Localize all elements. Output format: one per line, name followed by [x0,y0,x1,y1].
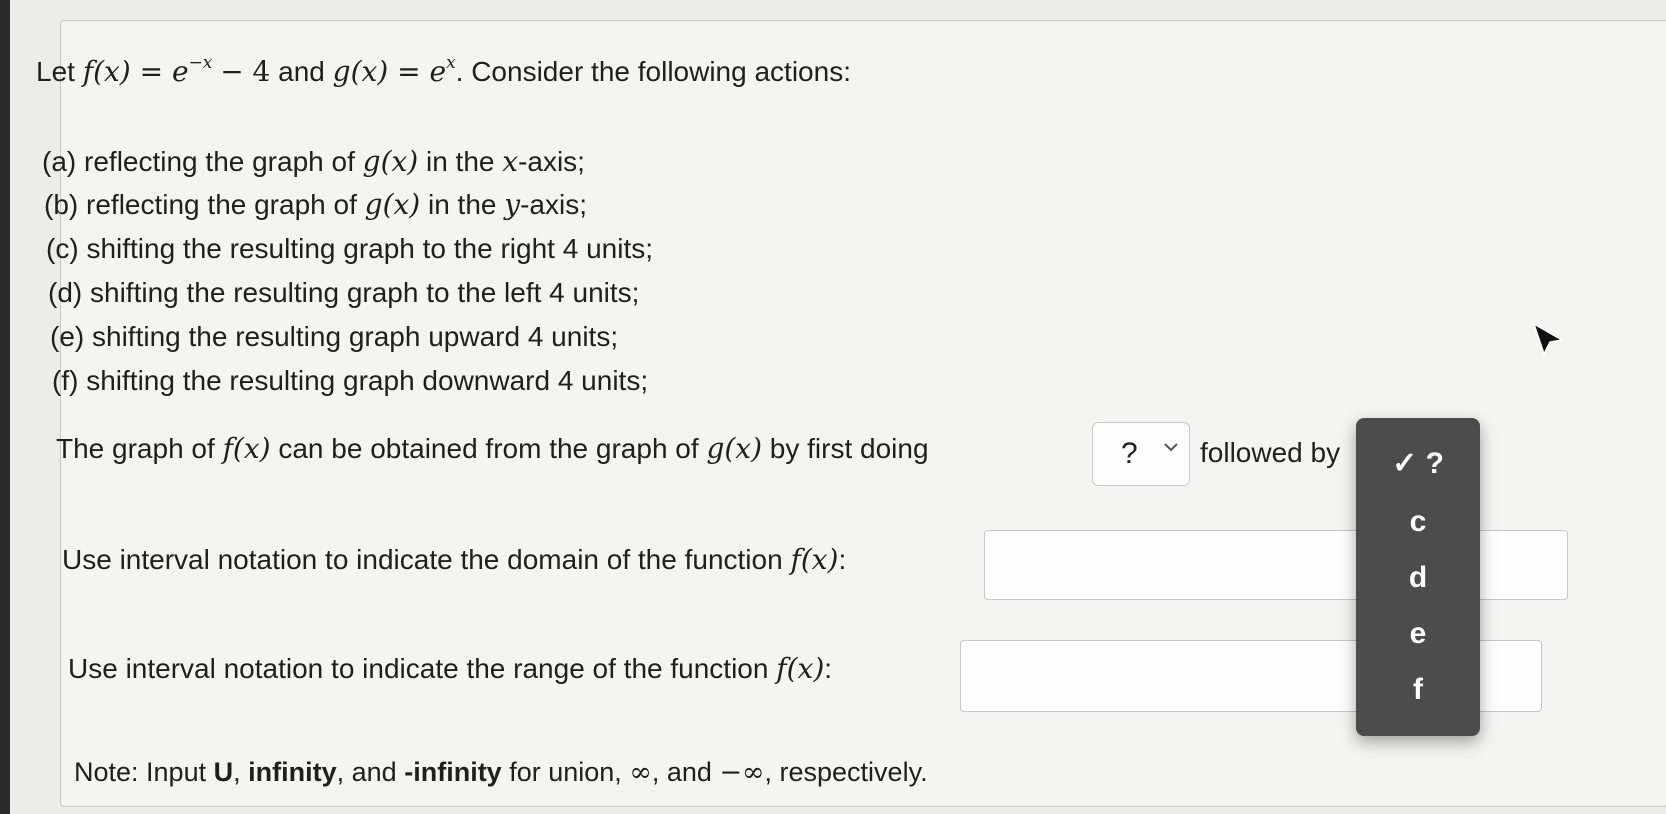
domain-prompt [62,543,846,577]
action-label: (f) [52,365,79,396]
domain-colon: : [838,544,847,575]
checkmark-icon: ✓ [1392,447,1418,480]
intro-tail: . Consider the following actions: [455,56,851,87]
action-a [42,145,585,179]
range-math: f(x) [776,652,825,685]
action-label: (d) [48,277,83,308]
action-label: (e) [50,321,85,352]
range-prompt [68,652,832,686]
action-e [50,320,618,354]
note-sep: , and [336,757,397,787]
action-label: (c) [46,233,79,264]
action-label: (b) [44,189,79,220]
action-d [48,276,639,310]
note-text: , respectively. [764,757,928,787]
select-value: ? [1121,437,1138,470]
action-text: -axis; [518,146,585,177]
action-text: reflecting the graph of [86,189,357,220]
option-label: ? [1425,447,1444,480]
sequence-math: g(x) [706,432,762,465]
action-math: x [502,145,519,178]
f-exponent: −x [188,53,213,73]
action-text: -axis; [520,189,587,220]
sequence-prompt [56,432,929,466]
action-math: y [504,188,521,221]
action-c [46,232,653,266]
range-text: Use interval notation to indicate the range of the function [68,653,769,684]
action-text: shifting the resulting graph downward 4 units; [86,365,649,396]
intro-and: and [278,56,325,87]
note-sep: , [233,757,241,787]
note-text: Note: Input [74,757,207,787]
action-text: reflecting the graph of [84,146,355,177]
note [74,755,928,790]
action-text: shifting the resulting graph upward 4 units; [92,321,619,352]
action-text: in the [427,189,497,220]
f-definition: f(x) = e [82,55,189,88]
action-text: shifting the resulting graph to the right 4 units; [86,233,653,264]
dropdown-option-c[interactable]: c [1409,505,1427,538]
action-label: (a) [42,146,77,177]
action-math: g(x) [362,145,419,178]
sequence-text: The graph of [56,433,215,464]
domain-math: f(x) [790,543,839,576]
note-symbol: −∞ [719,757,765,788]
followed-by-text [1200,436,1340,470]
action-math: g(x) [364,188,421,221]
action-text: shifting the resulting graph to the left 4 units; [90,277,640,308]
range-colon: : [824,653,833,684]
note-infinity: infinity [248,757,337,787]
mouse-cursor-icon [1530,320,1566,360]
note-symbol: ∞ [629,757,652,788]
action-b [44,188,587,222]
sequence-text: can be obtained from the graph of [278,433,699,464]
note-neg-infinity: -infinity [404,757,502,787]
first-action-select[interactable] [1092,422,1190,486]
domain-text: Use interval notation to indicate the domain of the function [62,544,783,575]
intro-lead: Let [36,56,75,87]
dropdown-option-d[interactable]: d [1408,561,1428,594]
intro-line [36,55,851,89]
followed-label: followed by [1200,437,1341,468]
action-text: in the [425,146,495,177]
dropdown-menu [1356,418,1480,736]
g-exponent: x [446,53,456,73]
dropdown-option-selected[interactable] [1356,444,1480,484]
action-f [52,364,648,398]
domain-input[interactable] [984,530,1568,600]
note-text: for union, [509,757,622,787]
dropdown-option-f[interactable]: f [1413,673,1423,706]
sequence-math: f(x) [222,432,271,465]
note-sep: , and [651,757,712,787]
screen [10,0,1666,814]
dropdown-option-e[interactable]: e [1409,617,1427,650]
f-tail: − 4 [220,55,271,88]
chevron-down-icon [1163,441,1179,453]
sequence-text: by first doing [769,433,929,464]
g-definition: g(x) = e [332,55,447,88]
note-union: U [213,757,234,787]
